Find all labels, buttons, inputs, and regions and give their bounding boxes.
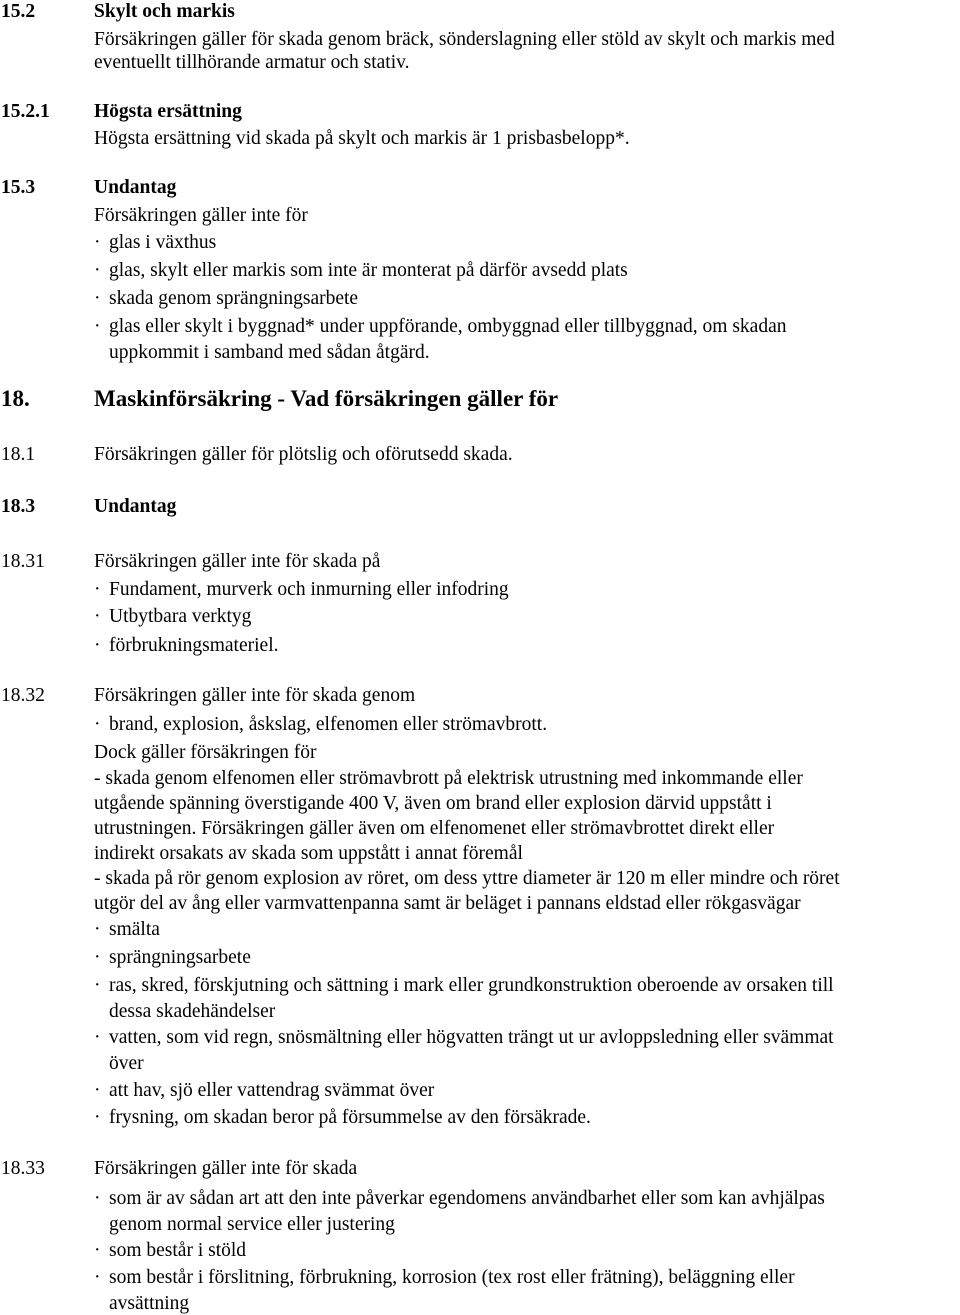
list-item-continuation: avsättning	[109, 1293, 190, 1314]
bullet-marker: ·	[94, 714, 101, 735]
section-heading: Högsta ersättning	[94, 101, 242, 122]
body-text: - skada på rör genom explosion av röret, om dess yttre diameter är 120 m eller mindre och röret	[94, 868, 840, 889]
bullet-marker: ·	[94, 1240, 101, 1261]
section-heading: Undantag	[94, 496, 177, 517]
bullet-marker: ·	[94, 260, 101, 281]
list-item-continuation: dessa skadehändelser	[109, 1001, 276, 1022]
list-item-continuation: genom normal service eller justering	[109, 1214, 395, 1235]
bullet-marker: ·	[94, 1027, 101, 1048]
body-text: Försäkringen gäller inte för skada genom	[94, 685, 416, 706]
section-heading: Undantag	[94, 177, 177, 198]
bullet-marker: ·	[94, 1267, 101, 1288]
section-number: 15.2.1	[1, 101, 50, 122]
list-item-continuation: uppkommit i samband med sådan åtgärd.	[109, 342, 430, 363]
list-item: som består i förslitning, förbrukning, korrosion (tex rost eller frätning), beläggning eller	[109, 1267, 795, 1288]
section-number: 18.31	[1, 551, 45, 572]
chapter-heading: Maskinförsäkring - Vad försäkringen gäller för	[94, 386, 559, 411]
list-item: som är av sådan art att den inte påverkar egendomens användbarhet eller som kan avhjälpas	[109, 1188, 825, 1209]
body-text: Försäkringen gäller för skada genom bräck, sönderslagning eller stöld av skylt och markis med	[94, 29, 835, 50]
section-heading: Skylt och markis	[94, 1, 235, 22]
bullet-marker: ·	[94, 1188, 101, 1209]
list-item-continuation: över	[109, 1053, 144, 1074]
list-item: glas eller skylt i byggnad* under uppförande, ombyggnad eller tillbyggnad, om skadan	[109, 316, 787, 337]
body-text: eventuellt tillhörande armatur och stativ.	[94, 52, 410, 73]
body-text: indirekt orsakats av skada som uppstått i annat föremål	[94, 843, 523, 864]
body-text: - skada genom elfenomen eller strömavbrott på elektrisk utrustning med inkommande eller	[94, 768, 803, 789]
bullet-marker: ·	[94, 975, 101, 996]
body-text: Försäkringen gäller för plötslig och oförutsedd skada.	[94, 444, 513, 465]
bullet-marker: ·	[94, 606, 101, 627]
section-number: 18.32	[1, 685, 45, 706]
body-text: Försäkringen gäller inte för skada	[94, 1158, 358, 1179]
bullet-marker: ·	[94, 316, 101, 337]
body-text: Försäkringen gäller inte för	[94, 205, 308, 226]
list-item: som består i stöld	[109, 1240, 247, 1261]
chapter-number: 18.	[1, 386, 30, 411]
list-item: förbrukningsmateriel.	[109, 635, 279, 656]
list-item: frysning, om skadan beror på försummelse av den försäkrade.	[109, 1107, 591, 1128]
bullet-marker: ·	[94, 919, 101, 940]
list-item: Utbytbara verktyg	[109, 606, 252, 627]
list-item: glas, skylt eller markis som inte är monterat på därför avsedd plats	[109, 260, 628, 281]
bullet-marker: ·	[94, 635, 101, 656]
section-number: 18.1	[1, 444, 36, 465]
body-text: utrustningen. Försäkringen gäller även om elfenomenet eller strömavbrottet direkt eller	[94, 818, 775, 839]
list-item: att hav, sjö eller vattendrag svämmat över	[109, 1080, 435, 1101]
bullet-marker: ·	[94, 232, 101, 253]
list-item: ras, skred, förskjutning och sättning i mark eller grundkonstruktion oberoende av orsaken till	[109, 975, 834, 996]
body-text: Försäkringen gäller inte för skada på	[94, 551, 381, 572]
bullet-marker: ·	[94, 1080, 101, 1101]
list-item: sprängningsarbete	[109, 947, 251, 968]
list-item: Fundament, murverk och inmurning eller infodring	[109, 579, 509, 600]
section-number: 15.3	[1, 177, 36, 198]
body-text: utgör del av ång eller varmvattenpanna samt är beläget i pannans eldstad eller rökgasvägar	[94, 893, 801, 914]
body-text: utgående spänning överstigande 400 V, även om brand eller explosion därvid uppstått i	[94, 793, 772, 814]
bullet-marker: ·	[94, 947, 101, 968]
bullet-marker: ·	[94, 1107, 101, 1128]
list-item: skada genom sprängningsarbete	[109, 288, 359, 309]
list-item: glas i växthus	[109, 232, 217, 253]
section-number: 15.2	[1, 1, 36, 22]
list-item: brand, explosion, åskslag, elfenomen eller strömavbrott.	[109, 714, 548, 735]
body-text: Dock gäller försäkringen för	[94, 742, 317, 763]
bullet-marker: ·	[94, 288, 101, 309]
section-number: 18.3	[1, 496, 36, 517]
list-item: vatten, som vid regn, snösmältning eller högvatten trängt ut ur avloppsledning eller svämmat	[109, 1027, 834, 1048]
section-number: 18.33	[1, 1158, 45, 1179]
body-text: Högsta ersättning vid skada på skylt och markis är 1 prisbasbelopp*.	[94, 128, 630, 149]
bullet-marker: ·	[94, 579, 101, 600]
list-item: smälta	[109, 919, 160, 940]
